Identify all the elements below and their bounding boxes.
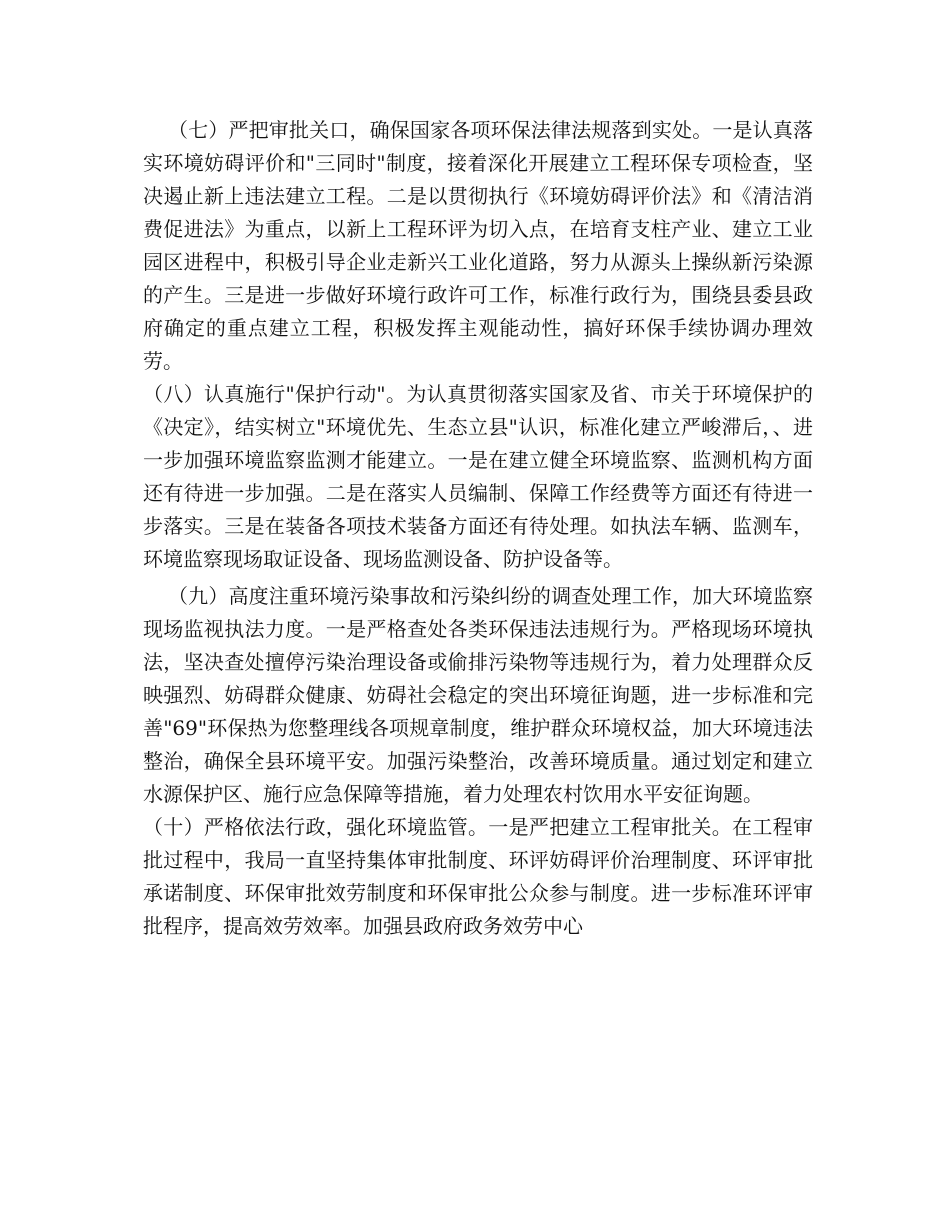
paragraph-section-9: （九）高度注重环境污染事故和污染纠纷的调查处理工作，加大环境监察现场监视执法力度。一是严格查处各类环保违法违规行为。严格现场环境执法，坚决查处擅停污染治理设备或偷排污染物等违规行为，着力处理群众反映强烈、妨碍群众健康、妨碍社会稳定的突出环境征询题，进一步标准和完善"69"环保热为您整理线各项规章制度，维护群众环境权益，加大环境违法整治，确保全县环境平安。加强污染整治，改善环境质量。通过划定和建立水源保护区、施行应急保障等措施，着力处理农村饮用水平安征询题。 (143, 584, 813, 806)
document-page (143, 114, 813, 943)
paragraph-section-10: （十）严格依法行政，强化环境监管。一是严把建立工程审批关。在工程审批过程中，我局一直坚持集体审批制度、环评妨碍评价治理制度、环评审批承诺制度、环保审批效劳制度和环保审批公众参与制度。进一步标准环评审批程序，提高效劳效率。加强县政府政务效劳中心 (143, 815, 813, 938)
paragraph-section-7: （七）严把审批关口，确保国家各项环保法律法规落到实处。一是认真落实环境妨碍评价和"三同时"制度，接着深化开展建立工程环保专项检查，坚决遏止新上违法建立工程。二是以贯彻执行《环境妨碍评价法》和《清洁消费促进法》为重点，以新上工程环评为切入点，在培育支柱产业、建立工业园区进程中，积极引导企业走新兴工业化道路，努力从源头上操纵新污染源的产生。三是进一步做好环境行政许可工作，标准行政行为，围绕县委县政府确定的重点建立工程，积极发挥主观能动性，搞好环保手续协调办理效劳。 (143, 118, 813, 373)
paragraph-section-8: （八）认真施行"保护行动"。为认真贯彻落实国家及省、市关于环境保护的《决定》，结实树立"环境优先、生态立县"认识，标准化建立严峻滞后，、进一步加强环境监察监测才能建立。一是在建立健全环境监察、监测机构方面还有待进一步加强。二是在落实人员编制、保障工作经费等方面还有待进一步落实。三是在装备各项技术装备方面还有待处理。如执法车辆、监测车，环境监察现场取证设备、现场监测设备、防护设备等。 (143, 382, 813, 571)
